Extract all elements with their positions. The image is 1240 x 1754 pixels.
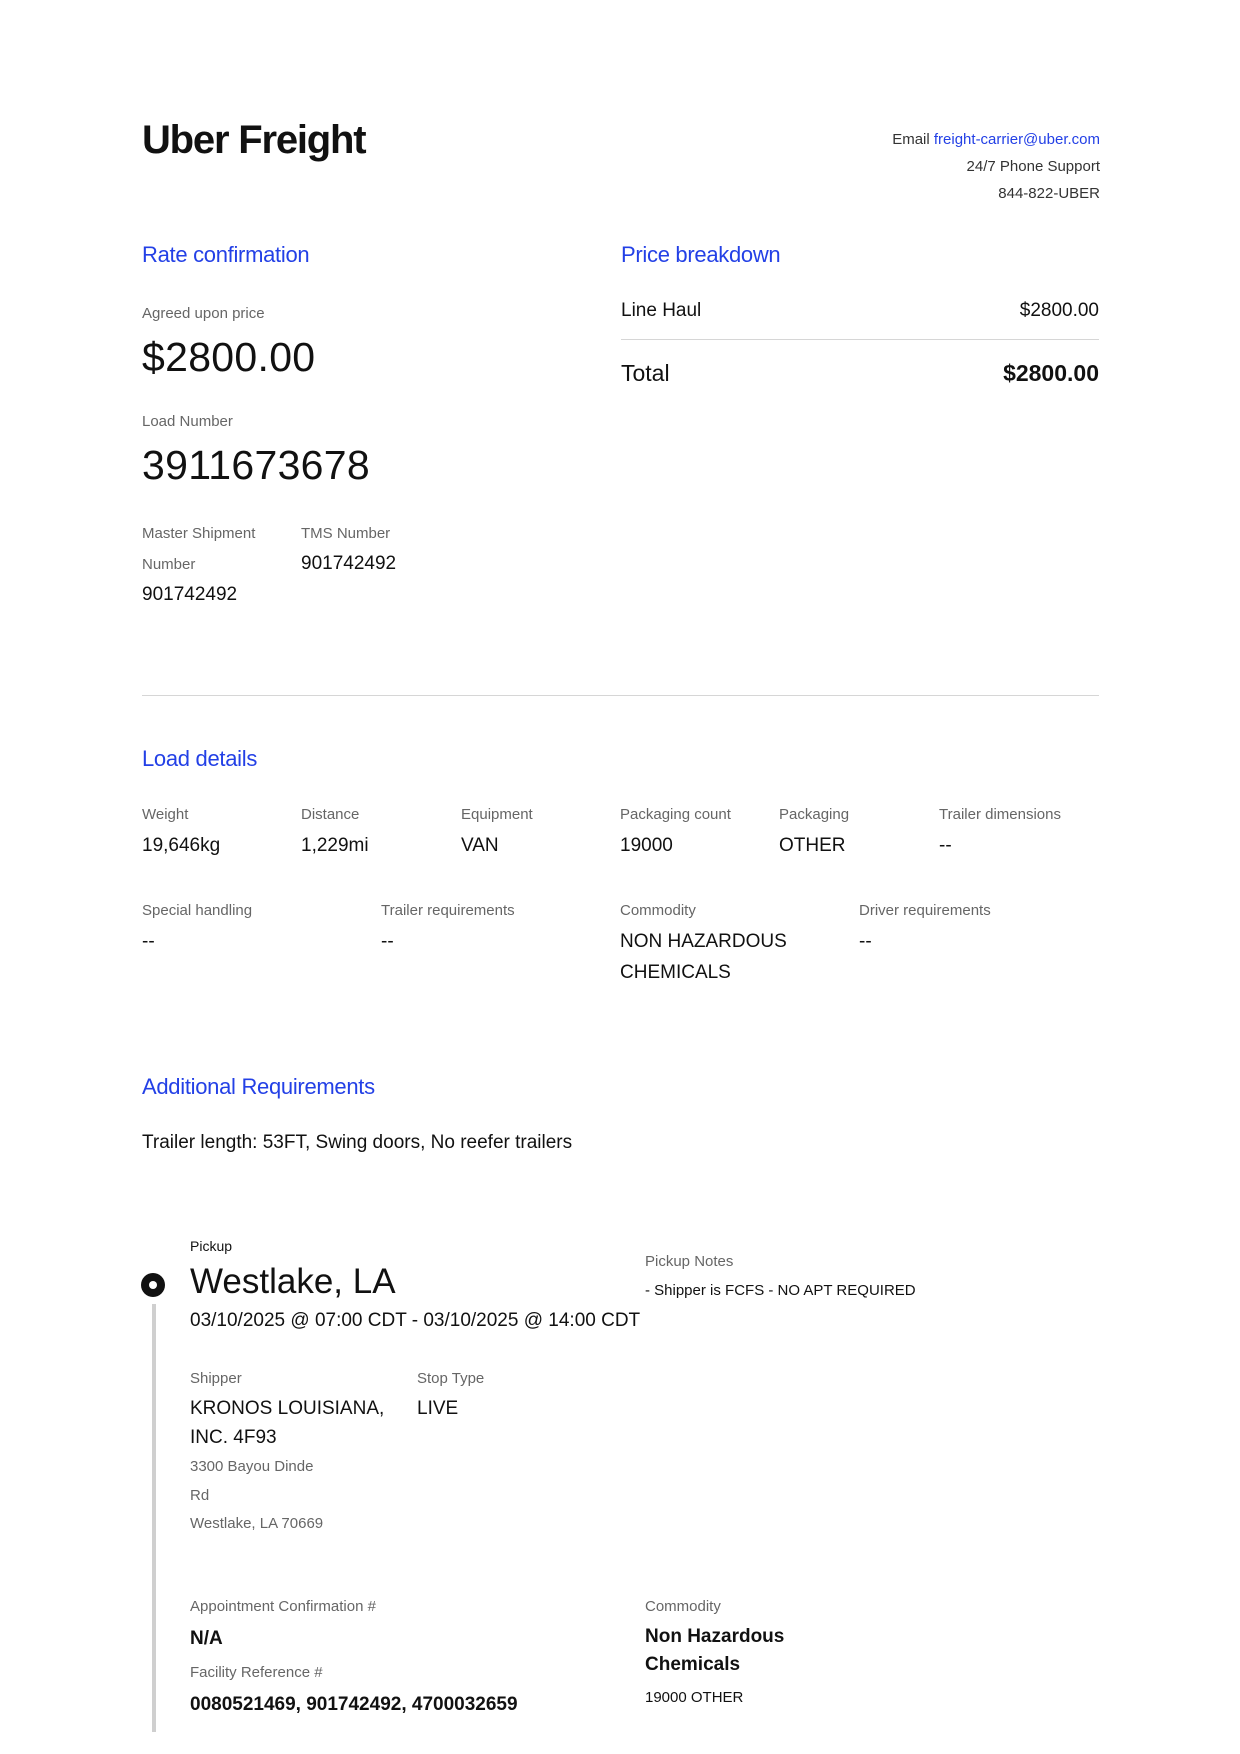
line-haul-label: Line Haul — [621, 300, 702, 321]
pickup-stop-label: Pickup — [190, 1238, 233, 1254]
equipment-value: VAN — [461, 835, 499, 856]
tms-number-label: TMS Number — [301, 525, 391, 542]
trailer-requirements-label: Trailer requirements — [381, 902, 515, 919]
pickup-commodity-line2: Chemicals — [645, 1654, 741, 1675]
commodity-value-line1: NON HAZARDOUS — [620, 931, 787, 952]
line-haul-value: $2800.00 — [1019, 300, 1099, 321]
uber-freight-logo: Uber Freight — [142, 118, 366, 162]
trailer-dimensions-value: -- — [939, 835, 952, 856]
shipper-name-line1: KRONOS LOUISIANA, — [190, 1398, 385, 1419]
tms-number-value: 901742492 — [301, 553, 397, 574]
additional-requirements-text: Trailer length: 53FT, Swing doors, No reefer trailers — [142, 1132, 573, 1153]
facility-reference-value: 0080521469, 901742492, 4700032659 — [190, 1694, 518, 1715]
contact-email-line — [892, 126, 1100, 153]
appointment-label: Appointment Confirmation # — [190, 1598, 376, 1615]
line-haul-row — [621, 300, 1099, 322]
support-label: 24/7 Phone Support — [966, 158, 1100, 175]
distance-value: 1,229mi — [301, 835, 369, 856]
appointment-value: N/A — [190, 1628, 223, 1649]
driver-requirements-label: Driver requirements — [859, 902, 991, 919]
driver-requirements-value: -- — [859, 931, 872, 952]
email-label: Email — [892, 131, 930, 148]
commodity-value-line2: CHEMICALS — [620, 962, 731, 983]
load-number-label: Load Number — [142, 413, 233, 430]
weight-label: Weight — [142, 806, 189, 823]
total-label: Total — [621, 360, 670, 386]
agreed-price-value: $2800.00 — [142, 334, 316, 380]
total-row — [621, 360, 1099, 387]
packaging-value: OTHER — [779, 835, 846, 856]
packaging-count-value: 19000 — [620, 835, 673, 856]
packaging-count-label: Packaging count — [620, 806, 731, 823]
pickup-window: 03/10/2025 @ 07:00 CDT - 03/10/2025 @ 14:00 CDT — [190, 1310, 641, 1331]
rate-confirmation-title: Rate confirmation — [142, 242, 310, 267]
commodity-label: Commodity — [620, 902, 696, 919]
equipment-label: Equipment — [461, 806, 533, 823]
section-divider — [142, 695, 1099, 696]
trailer-requirements-value: -- — [381, 931, 394, 952]
master-shipment-label-2: Number — [142, 556, 196, 573]
pickup-notes-label: Pickup Notes — [645, 1253, 734, 1270]
shipper-name-line2: INC. 4F93 — [190, 1427, 277, 1448]
pickup-notes-text: - Shipper is FCFS - NO APT REQUIRED — [645, 1282, 916, 1299]
agreed-price-label: Agreed upon price — [142, 305, 265, 322]
load-details-title: Load details — [142, 746, 258, 771]
trailer-dimensions-label: Trailer dimensions — [939, 806, 1061, 823]
facility-reference-label: Facility Reference # — [190, 1664, 323, 1681]
total-value: $2800.00 — [1003, 360, 1099, 386]
special-handling-value: -- — [142, 931, 155, 952]
stop-type-label: Stop Type — [417, 1370, 485, 1387]
special-handling-label: Special handling — [142, 902, 253, 919]
master-shipment-number: 901742492 — [142, 584, 238, 605]
shipper-address-line1: 3300 Bayou Dinde — [190, 1458, 314, 1475]
pickup-marker-icon — [141, 1273, 165, 1297]
additional-requirements-title: Additional Requirements — [142, 1074, 375, 1099]
packaging-label: Packaging — [779, 806, 850, 823]
load-number-value: 3911673678 — [142, 442, 370, 488]
shipper-label: Shipper — [190, 1370, 242, 1387]
email-link[interactable]: freight-carrier@uber.com — [933, 131, 1100, 148]
stop-type-value: LIVE — [417, 1398, 459, 1419]
master-shipment-label-1: Master Shipment — [142, 525, 256, 542]
pickup-city: Westlake, LA — [190, 1262, 396, 1301]
stop-timeline-line — [152, 1304, 156, 1732]
shipper-address-line3: Westlake, LA 70669 — [190, 1515, 324, 1532]
price-breakdown-title: Price breakdown — [621, 242, 781, 267]
price-divider — [621, 339, 1099, 340]
weight-value: 19,646kg — [142, 835, 221, 856]
distance-label: Distance — [301, 806, 360, 823]
pickup-commodity-quantity: 19000 OTHER — [645, 1689, 744, 1706]
support-phone: 844-822-UBER — [998, 185, 1100, 202]
shipper-address-line2: Rd — [190, 1487, 210, 1504]
pickup-commodity-label: Commodity — [645, 1598, 721, 1615]
pickup-commodity-line1: Non Hazardous — [645, 1626, 785, 1647]
